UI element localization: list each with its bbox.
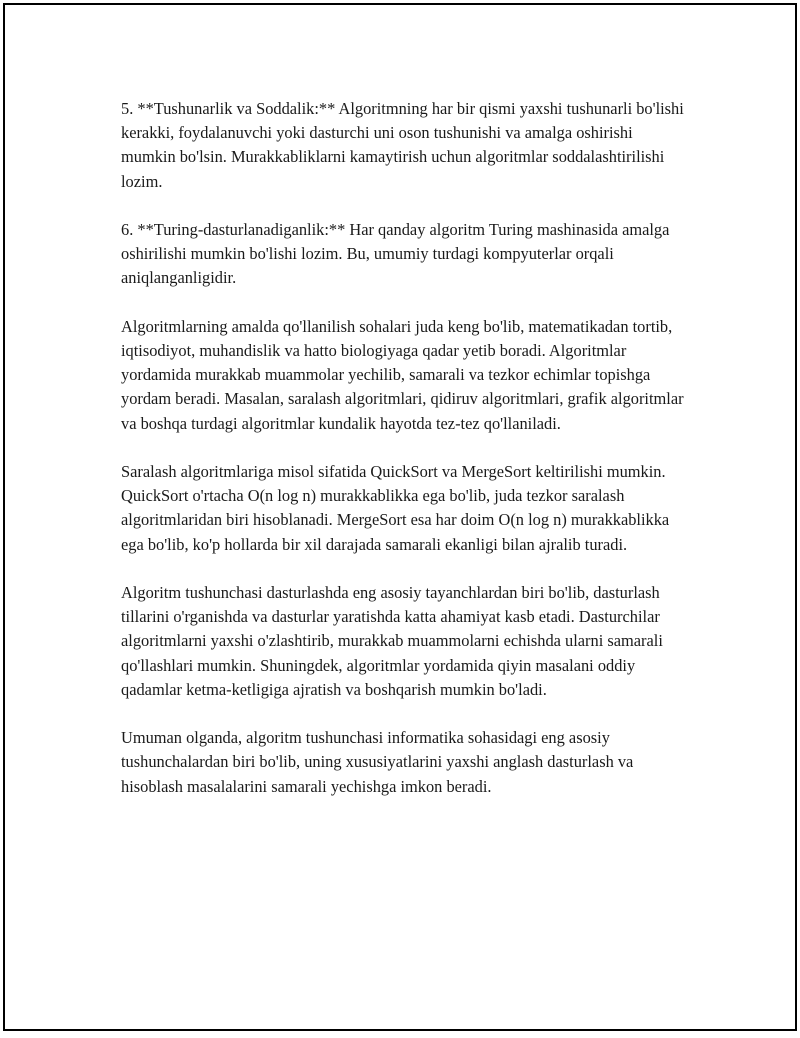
paragraph-sorting-examples: Saralash algoritmlariga misol sifatida QuickSort va MergeSort keltirilishi mumkin. QuickSort o'rtacha O(n log n) murakkablikka ega bo'lib, juda tezkor saralash algoritmlaridan biri hisoblanadi. MergeSort esa har doim O(n log n) murakkablikka ega bo'lib, ko'p hollarda bir xil darajada samarali ekanligi bilan ajralib turadi. xyxy=(121,462,670,554)
document-body xyxy=(121,97,691,823)
paragraph-programming-importance: Algoritm tushunchasi dasturlashda eng asosiy tayanchlardan biri bo'lib, dasturlash tillarini o'rganishda va dasturlar yaratishda katta ahamiyat kasb etadi. Dasturchilar algoritmlarni yaxshi o'zlashtirib, murakkab muammolarni echishda ularni samarali qo'llashlari mumkin. Shuningdek, algoritmlar yordamida qiyin masalani oddiy qadamlar ketma-ketligiga ajratish va boshqarish mumkin bo'ladi. xyxy=(121,583,663,699)
paragraph-conclusion: Umuman olganda, algoritm tushunchasi informatika sohasidagi eng asosiy tushunchalardan biri bo'lib, uning xususiyatlarini yaxshi anglash dasturlash va hisoblash masalalarini samarali yechishga imkon beradi. xyxy=(121,728,634,796)
paragraph-applications: Algoritmlarning amalda qo'llanilish sohalari juda keng bo'lib, matematikadan tortib, iqtisodiyot, muhandislik va hatto biologiyaga qadar yetib boradi. Algoritmlar yordamida murakkab muammolar yechilib, samarali va tezkor echimlar topishga yordam beradi. Masalan, saralash algoritmlari, qidiruv algoritmlari, grafik algoritmlar va boshqa turdagi algoritmlar kundalik hayotda tez-tez qo'llaniladi. xyxy=(121,316,684,433)
document-page xyxy=(3,3,797,1031)
paragraph-understandability: 5. **Tushunarlik va Soddalik:** Algoritmning har bir qismi yaxshi tushunarli bo'lishi kerakki, foydalanuvchi yoki dasturchi uni oson tushunishi va amalga oshirishi mumkin bo'lsin. Murakkabliklarni kamaytirish uchun algoritmlar soddalashtirilishi lozim. xyxy=(121,99,684,191)
paragraph-turing-programmability: 6. **Turing-dasturlanadiganlik:** Har qanday algoritm Turing mashinasida amalga oshirilishi mumkin bo'lishi lozim. Bu, umumiy turdagi kompyuterlar orqali aniqlanganligidir. xyxy=(121,220,670,288)
